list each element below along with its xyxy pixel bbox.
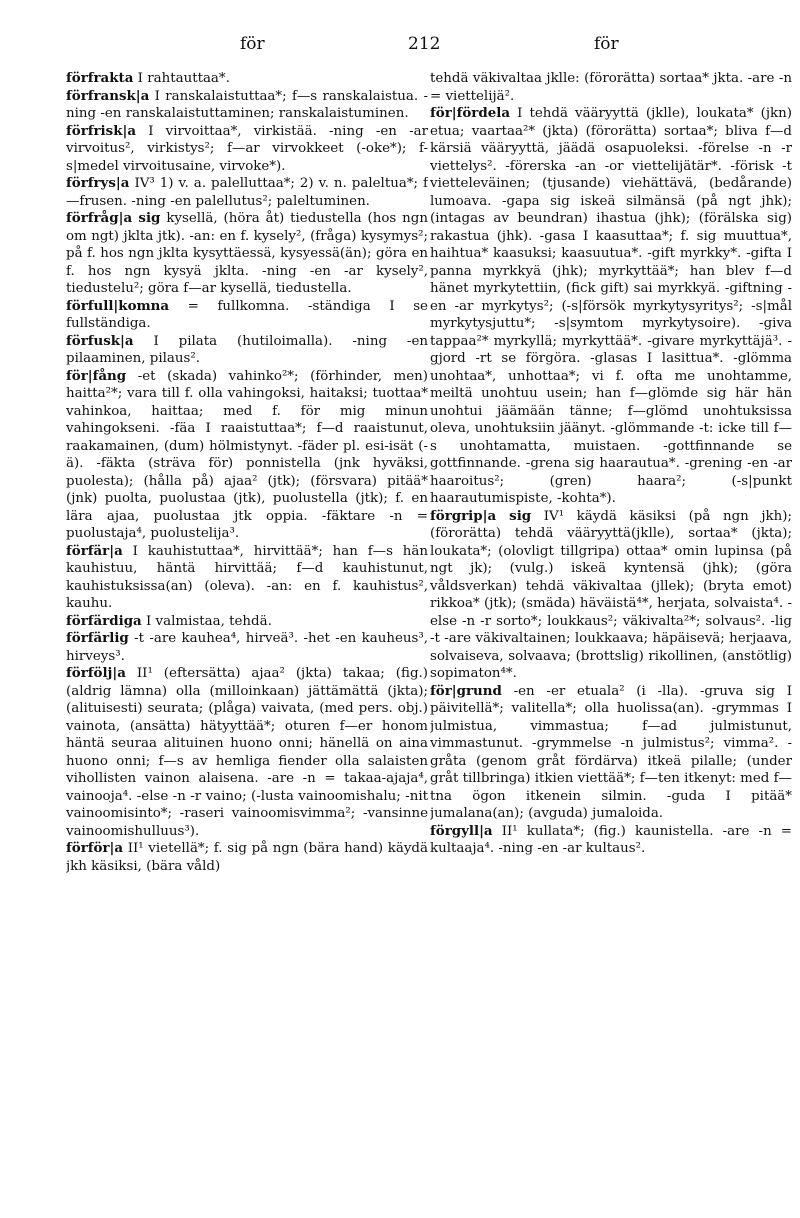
entry-headword: förfråg|a sig — [66, 210, 161, 226]
entry-definition: II¹ kullata*; (fig.) kaunistella. -are -n = kultaaja⁴. -ning -en -ar kultaus². — [430, 823, 792, 856]
entry-headword: förfärdiga — [66, 612, 142, 629]
entry-definition: I kauhistuttaa*, hirvittää*; han f—s hän kauhistuu, häntä hirvittää; f—d kauhistunut, kauhistuksissa(an) (oleva). -an: en f. kauhistus², kauhu. — [66, 543, 428, 611]
entry-definition: I rahtauttaa*. — [133, 71, 230, 86]
dictionary-entry — [430, 683, 792, 823]
dictionary-entry — [66, 210, 428, 298]
page-number: 212 — [408, 34, 441, 54]
entry-definition: -et (skada) vahinko²*; (förhinder, men) haitta²*; vara till f. olla vahingoksi, haitaksi; tuottaa* vahinkoa, haittaa; med f. för mig minun vahingokseni. -fäa I raaistuttaa*; f—d raaistunut, raakamainen, (dum) hölmistynyt. -fäder pl. esi-isät (-ä). -fäkta (sträva för) ponnistella (jnk hyväksi, puolesta); (hålla på) ajaa² (jtk); (försvara) pitää* (jnk) puolta, puolustaa (jtk), puolustella (jtk); f. en lära ajaa, puolustaa jtk oppia. -fäktare -n = puolustaja⁴, puolustelija³. — [66, 368, 428, 541]
entry-definition: IV¹ käydä käsiksi (på ngn jkh); (förorätta) tehdä vääryyttä(jklle), sortaa* (jkta); loukata*; (olovligt tillgripa) ottaa* omin lupinsa (på ngt jk); (vulg.) iskeä kyntensä (jhk); (göra våldsverkan) tehdä väkivaltaa (jllek); (bryta emot) rikkoa* (jtk); (smäda) häväistä⁴*, herjata, solvaista⁴. -else -n -r sorto*; loukkaus²; väkivalta²*; solvaus². -lig -t -are väkivaltainen; loukkaava; häpäisevä; herjaava, solvaiseva, solvaava; (brottslig) rikollinen, (anstötlig) sopimaton⁴*. — [430, 508, 792, 681]
dictionary-entry — [66, 123, 428, 176]
left-column — [66, 70, 428, 1200]
entry-definition: I tehdä vääryyttä (jklle), loukata* (jkn) etua; vaartaa²* (jkta) (förorätta) sortaa*; bliva f—d kärsiä vääryyttä, jäädä osapuoleksi. -förelse -n -r viettelys². -förerska -an -or viettelijätär*. -förisk -t vietteleväinen; (tjusande) viehättävä, (bedårande) lumoava. -gapa sig iskeä silmänsä (på ngt jhk); (intagas av beundran) ihastua (jhk); (förälska sig) rakastua (jhk). -gasa I kaasuttaa*; f. sig muuttua*, haihtua* kaasuksi; kaasuutua*. -gift myrkky*. -gifta I panna myrkkyä (jhk); myrkyttää*; han blev f—d hänet myrkytettiin, (fick gift) sai myrkkyä. -giftning -en -ar myrkytys²; (-s|försök myrkytysyritys²; -s|mål myrkytysjuttu*; -s|symtom myrkytysoire). -giva tappaa²* myrkyllä; myrkyttää*. -givare myrkyttäjä³. -gjord -rt se förgöra. -glasas I lasittua*. -glömma unohtaa*, unhottaa*; vi f. ofta me unohtamme, meiltä unohtuu usein; han f—glömde sig här hän unohtui jäämään tänne; f—glömd unohtuksissa oleva, unohtuksiin jäänyt. -glömmande -t: icke till f—s unohtamatta, muistaen. -gottfinnande se gottfinnande. -grena sig haarautua*. -grening -en -ar haaroitus²; (gren) haara²; (-s|punkt haarautumispiste, -kohta*). — [430, 106, 792, 506]
dictionary-entry — [66, 840, 428, 875]
entry-headword: förför|a — [66, 840, 124, 856]
entry-headword: förfrisk|a — [66, 122, 137, 139]
page-header — [0, 34, 800, 58]
entry-headword: förfölj|a — [66, 665, 126, 681]
entry-headword: förfransk|a — [66, 87, 150, 104]
dictionary-entry — [66, 665, 428, 840]
entry-headword: förfull|komna — [66, 297, 170, 314]
entry-definition: I pilata (hutiloimalla). -ning -en pilaaminen, pilaus². — [66, 333, 428, 366]
entry-headword: förfrakta — [66, 70, 134, 86]
entry-headword: för|fördela — [430, 105, 511, 121]
dictionary-entry — [66, 175, 428, 210]
entry-headword: för|fång — [66, 367, 127, 384]
dictionary-entry — [66, 298, 428, 333]
entry-headword: förfär|a — [66, 542, 123, 559]
entry-definition: I valmistaa, tehdä. — [141, 613, 272, 629]
entry-headword: förfärlig — [66, 630, 129, 646]
dictionary-entry — [66, 70, 428, 88]
entry-headword: för|grund — [430, 682, 502, 699]
dictionary-entry — [66, 543, 428, 613]
header-right-guideword: för — [594, 34, 619, 54]
dictionary-entry — [430, 823, 792, 858]
entry-definition: -t -are kauhea⁴, hirveä³. -het -en kauheus³, hirveys³. — [66, 631, 428, 664]
entry-definition: kysellä, (höra åt) tiedustella (hos ngn om ngt) jklta jtk). -an: en f. kysely², (fråga) kysymys²; på f. hos ngn jklta kysyttäessä, kysyessä(än); göra en f. hos ngn kysyä jklta. -ning -en -ar kysely², tiedustelu²; göra f—ar kysellä, tiedustella. — [66, 211, 428, 296]
entry-definition: tehdä väkivaltaa jklle: (förorätta) sortaa* jkta. -are -n = viettelijä². — [430, 71, 792, 104]
dictionary-entry — [66, 613, 428, 631]
dictionary-entry — [66, 88, 428, 123]
dictionary-entry — [430, 105, 792, 508]
entry-definition: II¹ (eftersätta) ajaa² (jkta) takaa; (fig.) (aldrig lämna) olla (milloinkaan) jättämättä (jkta); (alituisesti) seurata; (plåga) vaivata, (med pers. obj.) vainota, (ansätta) hätyyttää*; oturen f—er honom häntä seuraa alituinen huono onni; hänellä on aina huono onni; f—s av hemliga fiender olla salaisten vihollisten vainon alaisena. -are -n = takaa-ajaja⁴, vainooja⁴. -else -n -r vaino; (-lusta vainoomishalu; -nit vainoomisinto*; -raseri vainoomisvimma²; -vansinne vainoomishulluus³). — [66, 666, 428, 839]
entry-definition: II¹ vietellä*; f. sig på ngn (bära hand) käydä jkh käsiksi, (bära våld) — [66, 841, 428, 874]
entry-headword: förgrip|a sig — [430, 507, 532, 524]
dictionary-entry — [430, 70, 792, 105]
entry-headword: förfusk|a — [66, 332, 134, 349]
dictionary-entry — [66, 630, 428, 665]
dictionary-entry — [430, 508, 792, 683]
entry-definition: = fullkomna. -ständiga I se fullständiga. — [66, 298, 428, 331]
entry-definition: I virvoittaa*, virkistää. -ning -en -ar virvoitus², virkistys²; f—ar virvokkeet (-oke*); f-s|medel virvoitusaine, virvoke*). — [66, 123, 428, 174]
entry-definition: IV³ 1) v. a. palelluttaa*; 2) v. n. paleltua*; f—frusen. -ning -en palellutus²; paleltuminen. — [66, 176, 428, 209]
entry-headword: förgyll|a — [430, 822, 493, 839]
entry-headword: förfrys|a — [66, 175, 130, 191]
entry-definition: I ranskalaistuttaa*; f—s ranskalaistua. -ning -en ranskalaistuttaminen; ranskalaistuminen. — [66, 88, 428, 121]
entry-definition: -en -er etuala² (i -lla). -gruva sig I päivitellä*; valitella*; olla huolissa(an). -grymmas I julmistua, vimmastua; f—ad julmistunut, vimmastunut. -grymmelse -n julmistus²; vimma². -gråta (genom gråt fördärva) itkeä pilalle; (under gråt tillbringa) itkien viettää*; f—ten itkenyt: med f—tna ögon itkenein silmin. -guda I pitää* jumalana(an); (avguda) jumaloida. — [430, 683, 792, 821]
right-column — [430, 70, 792, 1200]
header-left-guideword: för — [240, 34, 265, 54]
dictionary-entry — [66, 368, 428, 543]
dictionary-entry — [66, 333, 428, 368]
